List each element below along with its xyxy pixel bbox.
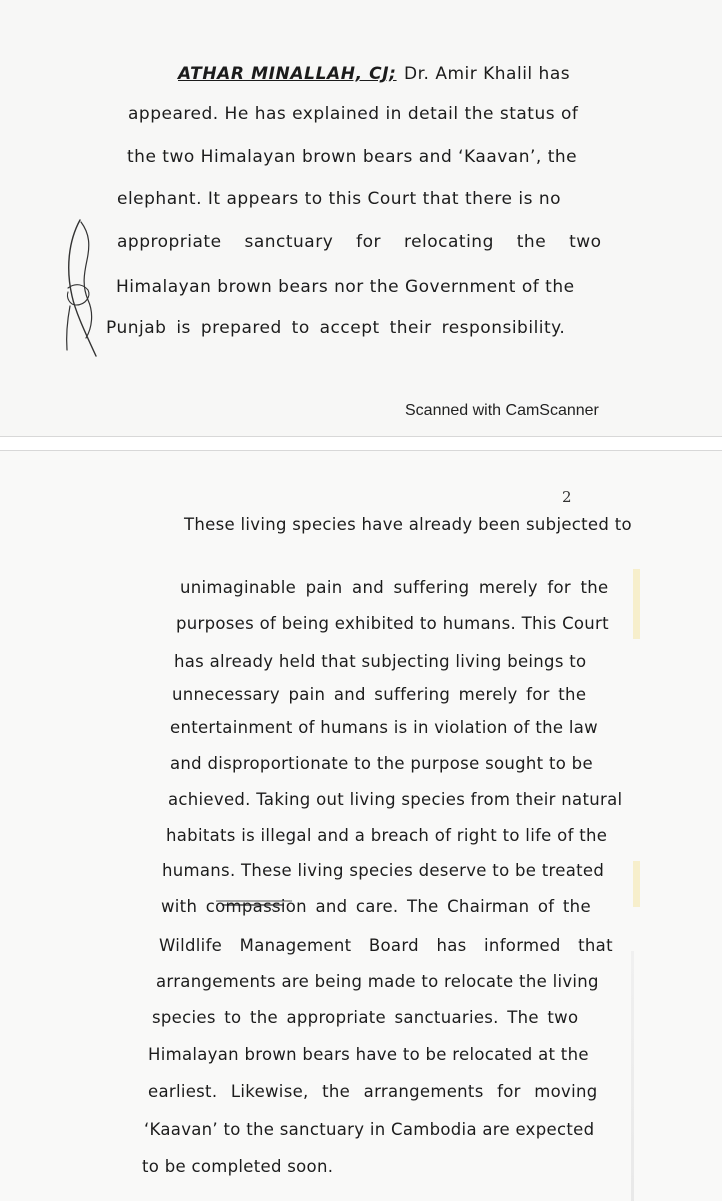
body-line-6: entertainment of humans is in violation of the law [170,718,598,737]
body-line-15: Himalayan brown bears have to be relocated at the [148,1045,589,1064]
text-line-1: Dr. Amir Khalil has [404,64,571,84]
body-line-10: humans. These living species deserve to be treated [162,861,605,880]
body-line-4: has already held that subjecting living beings to [174,652,587,671]
body-line-18: to be completed soon. [142,1157,334,1176]
judge-heading-line [178,64,397,84]
body-line-13: arrangements are being made to relocate the living [156,972,599,991]
scanned-page-top [0,0,722,437]
judge-heading: ATHAR MINALLAH, CJ; [178,64,397,84]
body-line-14: species to the appropriate sanctuaries. The two [152,1008,579,1027]
body-line-3: purposes of being exhibited to humans. This Court [176,614,609,633]
highlight-mark-lower [633,861,640,907]
body-line-5: unnecessary pain and suffering merely for the [172,685,587,704]
body-line-12: Wildlife Management Board has informed that [159,936,613,955]
text-line-5: appropriate sanctuary for relocating the two [117,232,602,252]
text-line-6: Himalayan brown bears nor the Government of the [116,277,575,297]
page-number: 2 [562,488,572,506]
body-line-1: These living species have already been subjected to [184,515,632,534]
text-line-2: appeared. He has explained in detail the status of [128,104,579,124]
handwritten-signature [56,210,114,362]
text-line-4: elephant. It appears to this Court that there is no [117,189,562,209]
scan-edge-shadow [631,951,634,1201]
page-separator [0,437,722,450]
body-line-11: with compassion and care. The Chairman of the [161,897,591,916]
body-line-16: earliest. Likewise, the arrangements for moving [148,1082,598,1101]
text-line-3: the two Himalayan brown bears and ‘Kaavan’, the [127,147,578,167]
scanner-footer: Scanned with CamScanner [405,402,599,419]
body-line-9: habitats is illegal and a breach of right to life of the [166,826,608,845]
body-line-7: and disproportionate to the purpose sought to be [170,754,593,773]
highlight-mark-upper [633,569,640,639]
body-line-2: unimaginable pain and suffering merely for the [180,578,609,597]
text-line-7: Punjab is prepared to accept their responsibility. [106,318,566,338]
body-line-17: ‘Kaavan’ to the sanctuary in Cambodia are expected [144,1120,595,1139]
body-line-8: achieved. Taking out living species from their natural [168,790,623,809]
